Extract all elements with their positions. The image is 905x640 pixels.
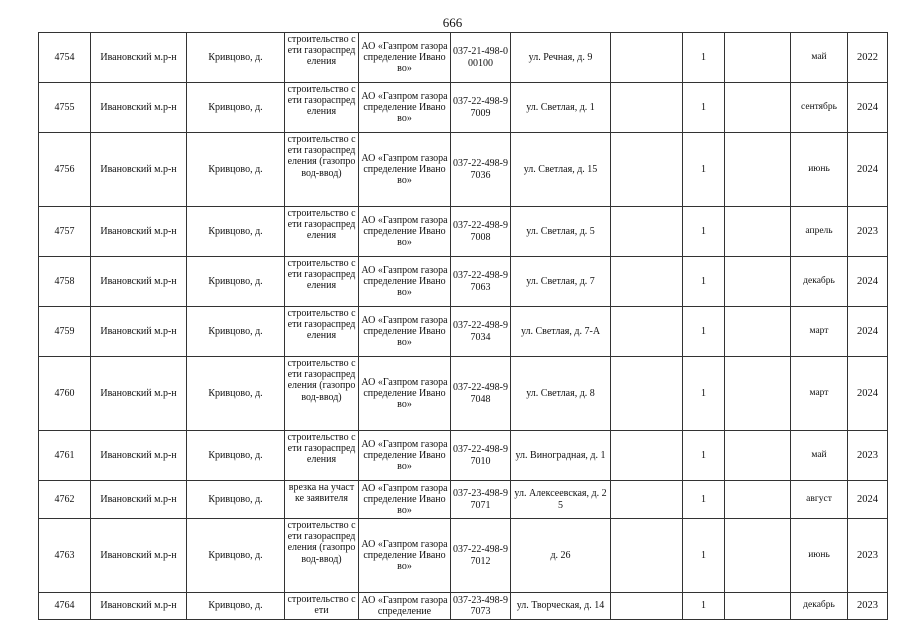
cell-settlement: Кривцово, д.: [187, 133, 285, 207]
cell-blank: [725, 257, 791, 307]
cell-month: декабрь: [791, 593, 848, 620]
cell-code: 037-23-498-97071: [451, 481, 511, 519]
cell-work-type: врезка на участке заявителя: [285, 481, 359, 519]
cell-district: Ивановский м.р-н: [91, 33, 187, 83]
cell-organization: АО «Газпром газораспределение Иваново»: [359, 83, 451, 133]
cell-address: ул. Светлая, д. 5: [511, 207, 611, 257]
cell-settlement: Кривцово, д.: [187, 519, 285, 593]
table-row: [39, 133, 888, 207]
cell-quantity: 1: [683, 357, 725, 431]
cell-month: июнь: [791, 133, 848, 207]
cell-address: ул. Светлая, д. 15: [511, 133, 611, 207]
cell-settlement: Кривцово, д.: [187, 357, 285, 431]
cell-month: сентябрь: [791, 83, 848, 133]
cell-year: 2024: [848, 133, 888, 207]
cell-month: март: [791, 307, 848, 357]
cell-blank: [725, 83, 791, 133]
cell-code: 037-22-498-97009: [451, 83, 511, 133]
cell-work-type: строительство сети газораспределения: [285, 83, 359, 133]
cell-code: 037-21-498-000100: [451, 33, 511, 83]
cell-organization: АО «Газпром газораспределение Иваново»: [359, 307, 451, 357]
cell-blank: [725, 33, 791, 83]
cell-blank: [611, 431, 683, 481]
cell-organization: АО «Газпром газораспределение Иваново»: [359, 519, 451, 593]
table-body: [39, 33, 888, 620]
table-row: [39, 481, 888, 519]
cell-work-type: строительство сети газораспределения: [285, 431, 359, 481]
cell-blank: [611, 83, 683, 133]
cell-organization: АО «Газпром газораспределение Иваново»: [359, 431, 451, 481]
cell-number: 4755: [39, 83, 91, 133]
cell-code: 037-22-498-97010: [451, 431, 511, 481]
cell-address: ул. Светлая, д. 7-А: [511, 307, 611, 357]
cell-number: 4764: [39, 593, 91, 620]
cell-blank: [611, 481, 683, 519]
cell-organization: АО «Газпром газораспределение Иваново»: [359, 207, 451, 257]
cell-address: ул. Алексеевская, д. 25: [511, 481, 611, 519]
cell-number: 4761: [39, 431, 91, 481]
cell-settlement: Кривцово, д.: [187, 33, 285, 83]
cell-month: май: [791, 33, 848, 83]
cell-blank: [611, 593, 683, 620]
cell-quantity: 1: [683, 431, 725, 481]
cell-work-type: строительство сети газораспределения: [285, 207, 359, 257]
cell-quantity: 1: [683, 33, 725, 83]
cell-settlement: Кривцово, д.: [187, 83, 285, 133]
cell-district: Ивановский м.р-н: [91, 307, 187, 357]
cell-settlement: Кривцово, д.: [187, 307, 285, 357]
cell-code: 037-22-498-97048: [451, 357, 511, 431]
cell-quantity: 1: [683, 257, 725, 307]
cell-blank: [611, 357, 683, 431]
table-row: [39, 431, 888, 481]
page-number: 666: [442, 15, 463, 30]
cell-settlement: Кривцово, д.: [187, 431, 285, 481]
cell-district: Ивановский м.р-н: [91, 207, 187, 257]
cell-district: Ивановский м.р-н: [91, 519, 187, 593]
table-row: [39, 307, 888, 357]
table-row: [39, 593, 888, 620]
cell-address: д. 26: [511, 519, 611, 593]
cell-year: 2023: [848, 519, 888, 593]
cell-work-type: строительство сети газораспределения (газопровод-ввод): [285, 357, 359, 431]
cell-blank: [725, 431, 791, 481]
cell-work-type: строительство сети газораспределения: [285, 257, 359, 307]
cell-blank: [611, 257, 683, 307]
cell-organization: АО «Газпром газораспределение Иваново»: [359, 357, 451, 431]
cell-year: 2023: [848, 207, 888, 257]
cell-organization: АО «Газпром газораспределение Иваново»: [359, 33, 451, 83]
cell-blank: [725, 357, 791, 431]
cell-code: 037-22-498-97012: [451, 519, 511, 593]
cell-year: 2024: [848, 357, 888, 431]
table-row: [39, 207, 888, 257]
cell-number: 4758: [39, 257, 91, 307]
cell-settlement: Кривцово, д.: [187, 257, 285, 307]
cell-quantity: 1: [683, 83, 725, 133]
table-row: [39, 83, 888, 133]
cell-code: 037-23-498-97073: [451, 593, 511, 620]
cell-quantity: 1: [683, 481, 725, 519]
cell-number: 4759: [39, 307, 91, 357]
cell-address: ул. Виноградная, д. 1: [511, 431, 611, 481]
cell-work-type: строительство сети газораспределения: [285, 33, 359, 83]
cell-district: Ивановский м.р-н: [91, 257, 187, 307]
cell-code: 037-22-498-97008: [451, 207, 511, 257]
cell-year: 2024: [848, 257, 888, 307]
table-row: [39, 357, 888, 431]
registry-table: [38, 32, 888, 620]
cell-number: 4754: [39, 33, 91, 83]
cell-district: Ивановский м.р-н: [91, 83, 187, 133]
cell-month: август: [791, 481, 848, 519]
cell-settlement: Кривцово, д.: [187, 593, 285, 620]
cell-number: 4762: [39, 481, 91, 519]
cell-blank: [725, 207, 791, 257]
cell-organization: АО «Газпром газораспределение Иваново»: [359, 481, 451, 519]
cell-code: 037-22-498-97036: [451, 133, 511, 207]
cell-year: 2022: [848, 33, 888, 83]
table-row: [39, 519, 888, 593]
cell-blank: [725, 481, 791, 519]
table-row: [39, 33, 888, 83]
cell-blank: [725, 307, 791, 357]
table-row: [39, 257, 888, 307]
cell-district: Ивановский м.р-н: [91, 593, 187, 620]
cell-address: ул. Светлая, д. 8: [511, 357, 611, 431]
cell-address: ул. Светлая, д. 1: [511, 83, 611, 133]
cell-address: ул. Речная, д. 9: [511, 33, 611, 83]
cell-blank: [611, 207, 683, 257]
cell-month: декабрь: [791, 257, 848, 307]
cell-organization: АО «Газпром газораспределение Иваново»: [359, 133, 451, 207]
cell-number: 4760: [39, 357, 91, 431]
cell-year: 2023: [848, 593, 888, 620]
cell-month: апрель: [791, 207, 848, 257]
cell-blank: [725, 133, 791, 207]
cell-organization: АО «Газпром газораспределение Иваново»: [359, 257, 451, 307]
cell-settlement: Кривцово, д.: [187, 207, 285, 257]
cell-settlement: Кривцово, д.: [187, 481, 285, 519]
cell-year: 2024: [848, 307, 888, 357]
cell-year: 2024: [848, 481, 888, 519]
cell-district: Ивановский м.р-н: [91, 431, 187, 481]
cell-quantity: 1: [683, 133, 725, 207]
cell-blank: [611, 33, 683, 83]
cell-work-type: строительство сети газораспределения: [285, 307, 359, 357]
cell-blank: [725, 519, 791, 593]
cell-quantity: 1: [683, 307, 725, 357]
cell-district: Ивановский м.р-н: [91, 133, 187, 207]
cell-organization: АО «Газпром газораспределение: [359, 593, 451, 620]
cell-work-type: строительство сети газораспределения (газопровод-ввод): [285, 133, 359, 207]
cell-month: май: [791, 431, 848, 481]
cell-work-type: строительство сети: [285, 593, 359, 620]
cell-work-type: строительство сети газораспределения (газопровод-ввод): [285, 519, 359, 593]
cell-number: 4756: [39, 133, 91, 207]
cell-district: Ивановский м.р-н: [91, 481, 187, 519]
cell-code: 037-22-498-97034: [451, 307, 511, 357]
cell-month: июнь: [791, 519, 848, 593]
cell-blank: [611, 519, 683, 593]
cell-address: ул. Творческая, д. 14: [511, 593, 611, 620]
cell-blank: [611, 133, 683, 207]
cell-number: 4757: [39, 207, 91, 257]
cell-quantity: 1: [683, 519, 725, 593]
cell-number: 4763: [39, 519, 91, 593]
cell-quantity: 1: [683, 207, 725, 257]
cell-blank: [725, 593, 791, 620]
cell-quantity: 1: [683, 593, 725, 620]
cell-year: 2023: [848, 431, 888, 481]
cell-district: Ивановский м.р-н: [91, 357, 187, 431]
cell-code: 037-22-498-97063: [451, 257, 511, 307]
cell-month: март: [791, 357, 848, 431]
cell-year: 2024: [848, 83, 888, 133]
cell-address: ул. Светлая, д. 7: [511, 257, 611, 307]
cell-blank: [611, 307, 683, 357]
